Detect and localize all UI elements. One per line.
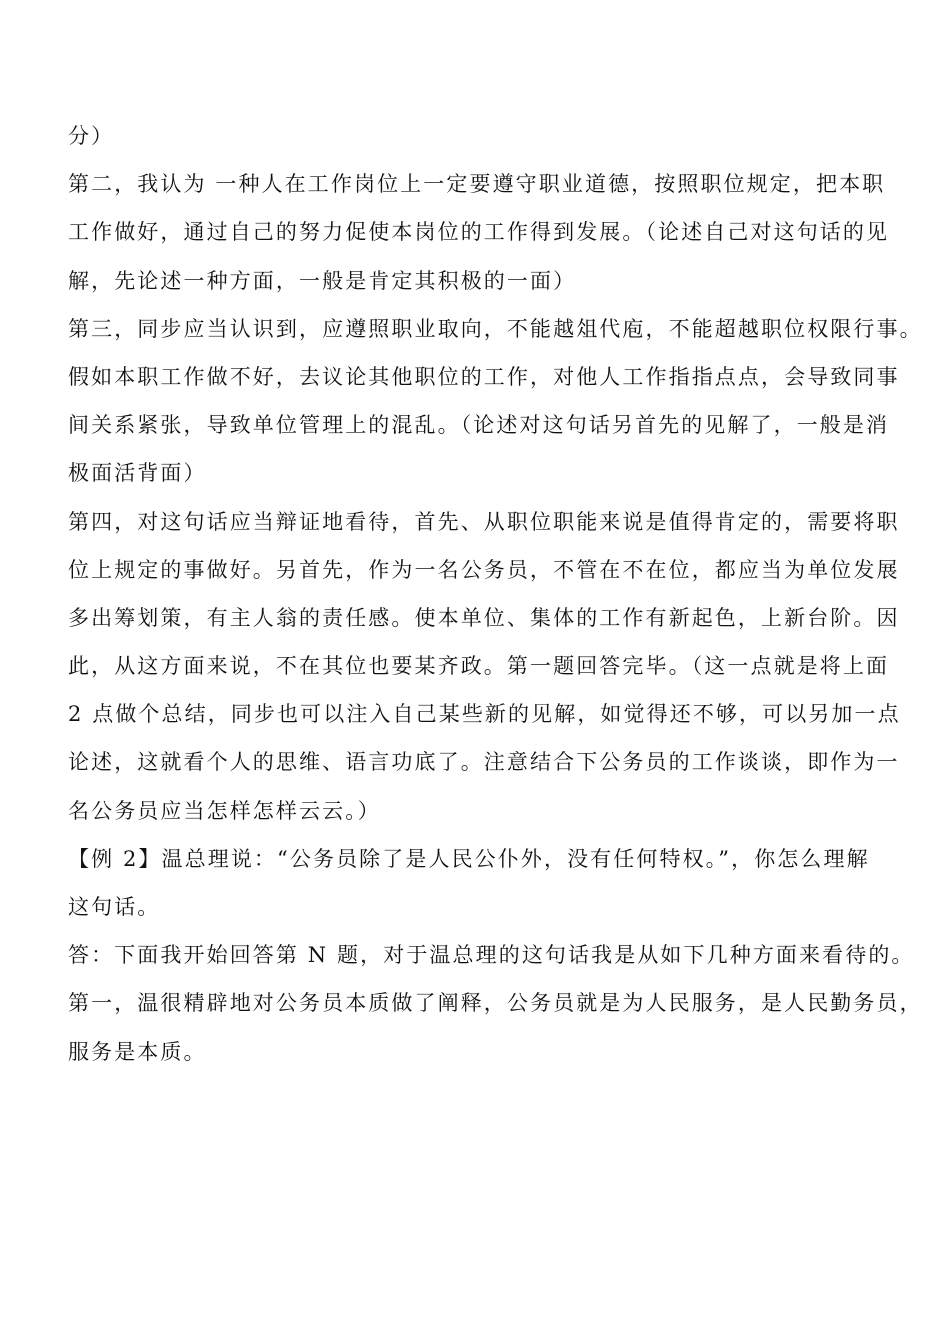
text-line: 名公务员应当怎样怎样云云。） <box>68 798 381 823</box>
text-line: 第三，同步应当认识到，应遵照职业取向，不能越俎代庖，不能超越职位权限行事。 <box>68 316 923 341</box>
text-line: 第四，对这句话应当辩证地看待，首先、从职位职能来说是值得肯定的，需要将职 <box>68 509 900 534</box>
text-line: 这句话。 <box>68 895 161 919</box>
text-line: 间关系紧张，导致单位管理上的混乱。（论述对这句话另首先的见解了，一般是消 <box>68 413 890 438</box>
text-line: 多出筹划策，有主人翁的责任感。使本单位、集体的工作有新起色，上新台阶。因 <box>68 605 900 630</box>
text-line: 分） <box>68 124 115 148</box>
text-line: 极面活背面） <box>68 461 207 486</box>
text-line: 【例 2】温总理说：“公务员除了是人民公仆外，没有任何特权。”，你怎么理解 <box>68 846 870 871</box>
text-line: 此，从这方面来说，不在其位也要某齐政。第一题回答完毕。（这一点就是将上面 <box>68 654 890 679</box>
text-line: 第一，温很精辟地对公务员本质做了阐释，公务员就是为人民服务，是人民勤务员， <box>68 991 923 1016</box>
text-line: 假如本职工作做不好，去议论其他职位的工作，对他人工作指指点点，会导致同事 <box>68 364 900 389</box>
text-line: 答：下面我开始回答第 N 题，对于温总理的这句话我是从如下几种方面来看待的。 <box>68 943 915 968</box>
text-line: 工作做好，通过自己的努力促使本岗位的工作得到发展。（论述自己对这句话的见 <box>68 220 890 245</box>
text-line: 论述，这就看个人的思维、语言功底了。注意结合下公务员的工作谈谈，即作为一 <box>68 750 900 775</box>
text-line: 第二，我认为 一种人在工作岗位上一定要遵守职业道德，按照职位规定，把本职 <box>68 172 886 197</box>
text-line: 服务是本质。 <box>68 1039 207 1064</box>
document-body <box>68 112 923 1076</box>
text-line: 解，先论述一种方面，一般是肯定其积极的一面） <box>68 268 577 293</box>
text-line: 2 点做个总结，同步也可以注入自己某些新的见解，如觉得还不够，可以另加一点 <box>68 702 901 727</box>
text-line: 位上规定的事做好。另首先，作为一名公务员，不管在不在位，都应当为单位发展 <box>68 557 900 582</box>
